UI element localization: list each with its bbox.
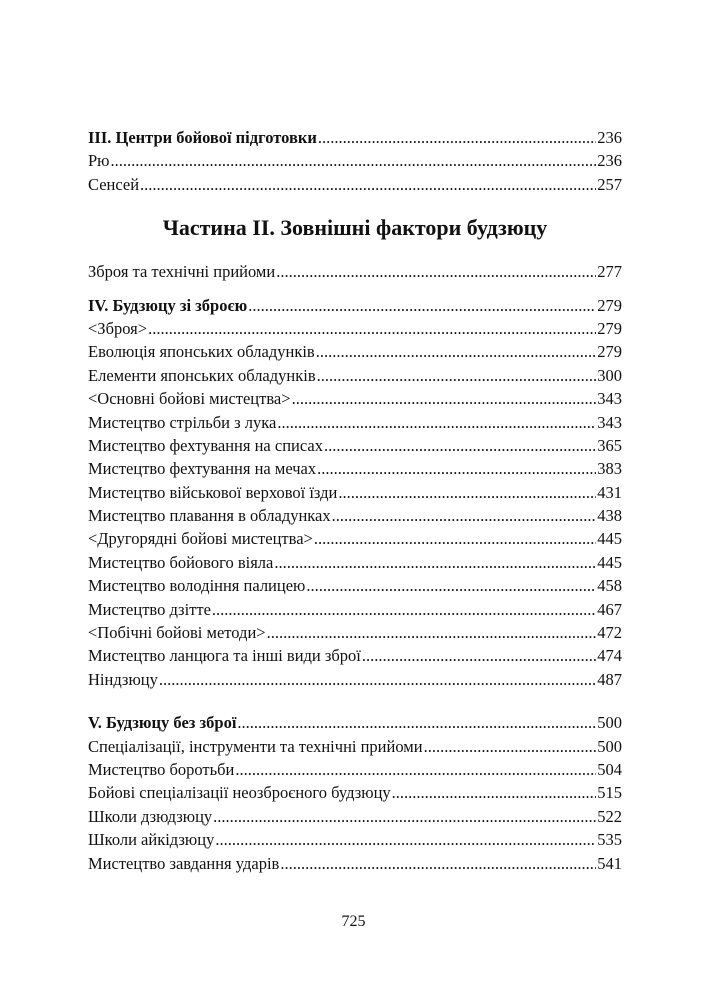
toc-entry <box>88 317 622 340</box>
toc-entry-page: 535 <box>597 830 622 850</box>
toc-entry-page: 343 <box>597 412 622 432</box>
toc-entry <box>88 364 622 387</box>
toc-entry-title: Школи дзюдзюцу <box>88 806 213 826</box>
toc-entry-page: 472 <box>597 623 622 643</box>
toc-entry-title: Мистецтво володіння палицею <box>88 576 306 596</box>
toc-entry-page: 467 <box>597 599 622 619</box>
dot-leader <box>317 457 596 480</box>
toc-entry-title: Сенсей <box>88 174 140 194</box>
toc-entry-title: Бойові спеціалізації неозброєного будзюцу <box>88 783 391 803</box>
toc-entry-page: 236 <box>597 151 622 171</box>
toc-entry <box>88 504 622 527</box>
toc-entry <box>88 735 622 758</box>
toc-entry-title: <Побічні бойові методи> <box>88 623 266 643</box>
toc-entry-title: Рю <box>88 151 110 171</box>
toc-entry <box>88 551 622 574</box>
toc-entry-title: Мистецтво ланцюга та інші види зброї <box>88 646 361 666</box>
toc-entry <box>88 481 622 504</box>
toc-entry-title: Мистецтво військової верхової їзди <box>88 482 338 502</box>
toc-entry-page: 365 <box>597 435 622 455</box>
toc-entry <box>88 387 622 410</box>
toc-entry-page: 277 <box>597 262 622 282</box>
toc-entry-title: Мистецтво бойового віяла <box>88 552 274 572</box>
dot-leader <box>212 598 596 621</box>
toc-entry-title: Школи айкідзюцу <box>88 830 215 850</box>
toc-entry <box>88 668 622 691</box>
toc-entry-page: 500 <box>597 736 622 756</box>
table-of-contents <box>88 126 622 875</box>
toc-entry-page: 515 <box>597 783 622 803</box>
toc-entry <box>88 621 622 644</box>
toc-section-heading <box>88 711 622 734</box>
toc-entry-page: 343 <box>597 389 622 409</box>
dot-leader <box>159 668 596 691</box>
toc-entry <box>88 411 622 434</box>
toc-entry <box>88 149 622 172</box>
toc-entry-page: 541 <box>597 853 622 873</box>
dot-leader <box>248 294 596 317</box>
toc-section-heading <box>88 294 622 317</box>
toc-entry <box>88 527 622 550</box>
dot-leader <box>280 852 596 875</box>
toc-entry-title: <Другорядні бойові мистецтва> <box>88 529 313 549</box>
dot-leader <box>237 711 596 734</box>
toc-entry <box>88 340 622 363</box>
toc-entry-page: 522 <box>597 806 622 826</box>
toc-entry-page: 383 <box>597 459 622 479</box>
toc-entry-title: <Зброя> <box>88 318 148 338</box>
dot-leader <box>235 758 596 781</box>
toc-entry-title: Мистецтво завдання ударів <box>88 853 280 873</box>
dot-leader <box>392 781 597 804</box>
dot-leader <box>292 387 597 410</box>
dot-leader <box>140 173 596 196</box>
toc-entry <box>88 260 622 283</box>
toc-entry-title: Ніндзюцу <box>88 669 158 689</box>
toc-entry <box>88 781 622 804</box>
toc-entry <box>88 852 622 875</box>
toc-entry-title: <Основні бойові мистецтва> <box>88 389 291 409</box>
toc-entry-title: V. Будзюцу без зброї <box>88 713 237 733</box>
toc-entry-title: Мистецтво фехтування на списах <box>88 435 323 455</box>
toc-entry <box>88 173 622 196</box>
dot-leader <box>306 574 596 597</box>
toc-entry-title: Мистецтво фехтування на мечах <box>88 459 317 479</box>
dot-leader <box>276 260 596 283</box>
toc-entry <box>88 828 622 851</box>
toc-entry-page: 445 <box>597 552 622 572</box>
toc-entry-page: 487 <box>597 669 622 689</box>
dot-leader <box>274 551 596 574</box>
spacer <box>88 284 622 294</box>
toc-entry-page: 279 <box>597 342 622 362</box>
toc-entry-page: 504 <box>597 759 622 779</box>
toc-entry-title: Мистецтво плавання в обладунках <box>88 506 331 526</box>
toc-entry-title: Елементи японських обладунків <box>88 365 316 385</box>
dot-leader <box>424 735 597 758</box>
toc-entry <box>88 457 622 480</box>
page-number: 725 <box>341 913 366 930</box>
toc-entry-page: 458 <box>597 576 622 596</box>
dot-leader <box>111 149 597 172</box>
part-title: Частина ІІ. Зовнішні фактори будзюцу <box>162 215 548 241</box>
dot-leader <box>316 340 597 363</box>
toc-entry-title: IV. Будзюцу зі зброєю <box>88 295 248 315</box>
dot-leader <box>213 805 596 828</box>
toc-entry-page: 300 <box>597 365 622 385</box>
dot-leader <box>338 481 596 504</box>
toc-entry <box>88 805 622 828</box>
toc-entry-page: 438 <box>597 506 622 526</box>
toc-entry-page: 279 <box>597 318 622 338</box>
dot-leader <box>267 621 597 644</box>
toc-entry <box>88 574 622 597</box>
toc-entry-page: 500 <box>597 713 622 733</box>
toc-entry-page: 474 <box>597 646 622 666</box>
toc-entry-title: Еволюція японських обладунків <box>88 342 315 362</box>
toc-entry-page: 431 <box>597 482 622 502</box>
dot-leader <box>332 504 597 527</box>
dot-leader <box>215 828 596 851</box>
toc-entry-title: Мистецтво боротьби <box>88 759 235 779</box>
toc-entry-title: ІІІ. Центри бойової підготовки <box>88 128 317 147</box>
toc-section-heading <box>88 126 622 149</box>
toc-entry-page: 279 <box>597 295 622 315</box>
toc-entry-page: 257 <box>597 174 622 194</box>
dot-leader <box>324 434 596 457</box>
toc-entry-title: Мистецтво стрільби з лука <box>88 412 277 432</box>
dot-leader <box>277 411 596 434</box>
dot-leader <box>314 527 596 550</box>
toc-entry-page: 236 <box>597 128 622 147</box>
toc-entry <box>88 434 622 457</box>
dot-leader <box>317 364 597 387</box>
toc-entry-title: Мистецтво дзітте <box>88 599 211 619</box>
toc-entry <box>88 598 622 621</box>
toc-entry-title: Зброя та технічні прийоми <box>88 262 276 282</box>
toc-entry <box>88 758 622 781</box>
spacer <box>88 691 622 711</box>
toc-entry-title: Спеціалізації, інструменти та технічні прийоми <box>88 736 423 756</box>
dot-leader <box>148 317 596 340</box>
toc-entry-page: 445 <box>597 529 622 549</box>
dot-leader <box>362 644 596 667</box>
dot-leader <box>318 126 596 149</box>
toc-entry <box>88 644 622 667</box>
